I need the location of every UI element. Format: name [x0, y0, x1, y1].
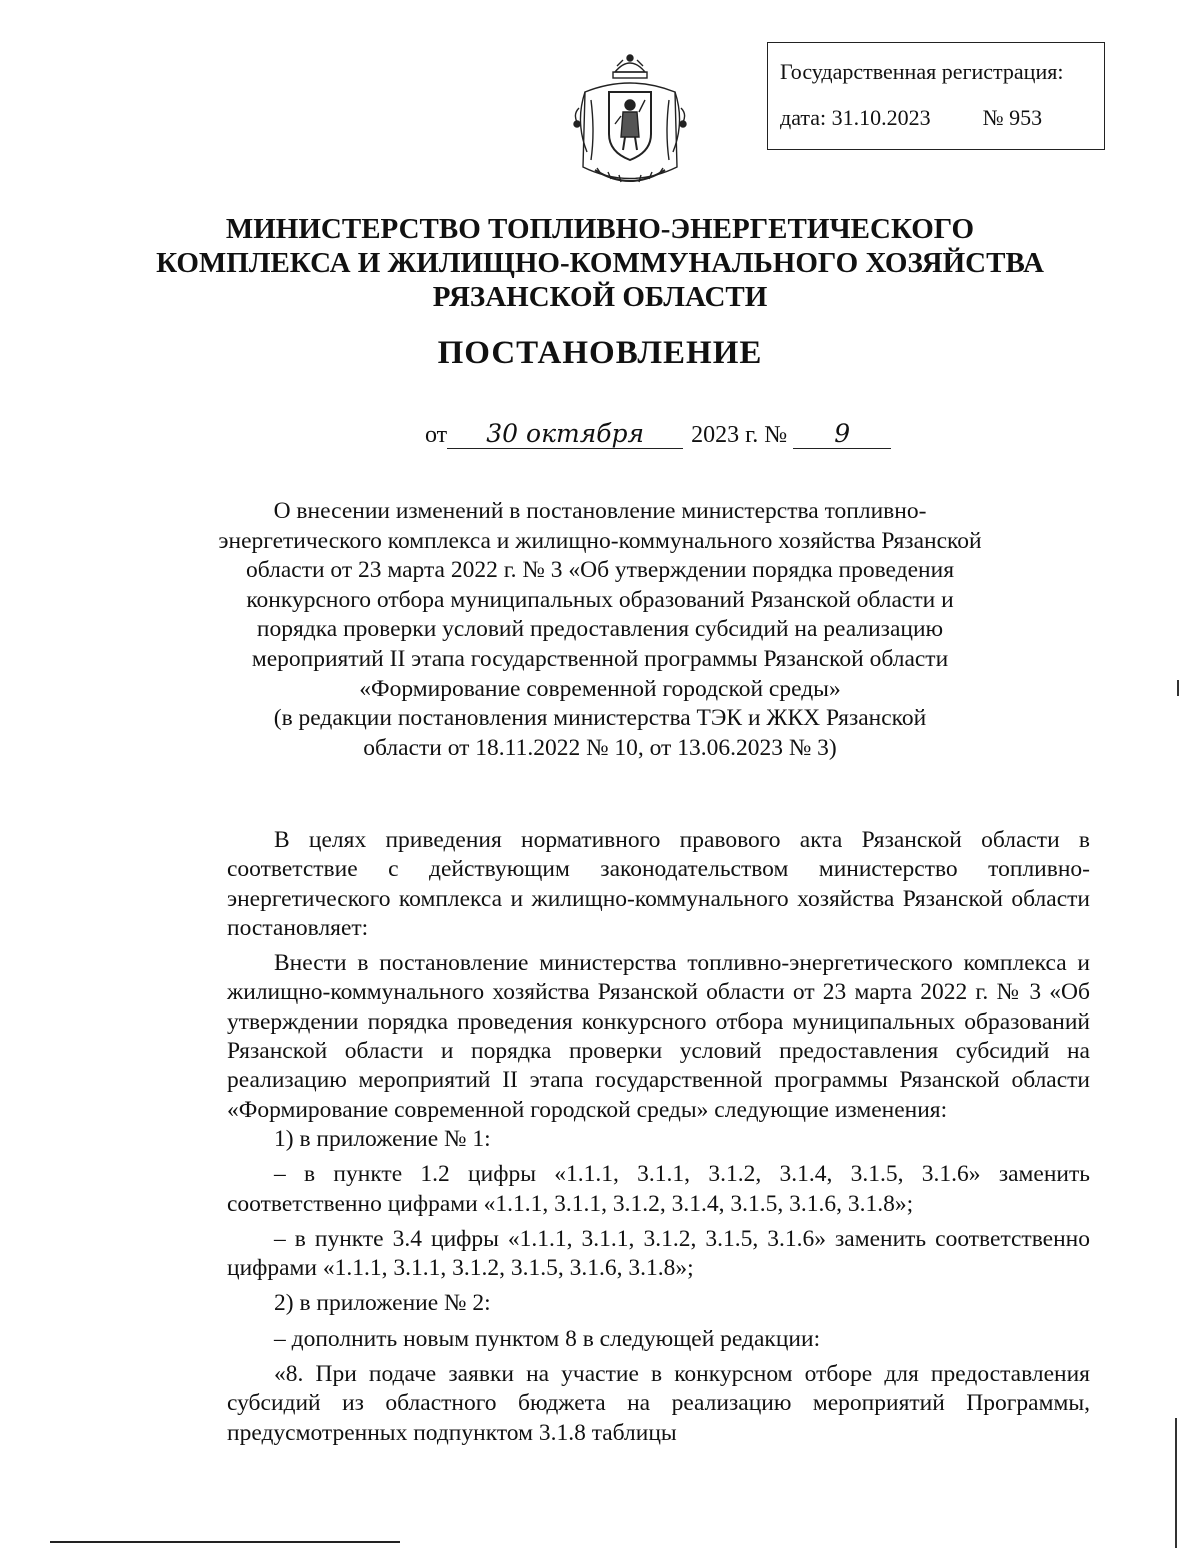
- registration-number: № 953: [982, 105, 1043, 130]
- document-type: ПОСТАНОВЛЕНИЕ: [437, 335, 763, 371]
- ryazan-coat-of-arms-icon: [565, 52, 695, 194]
- subject-line: (в редакции постановления министерства ТЭК и ЖКХ Рязанской: [273, 705, 927, 732]
- body-paragraph: «8. При подаче заявки на участие в конкурсном отборе для предоставления субсидий из областного бюджета на реализацию мероприятий Программы, предусмотренных подпунктом 3.1.8 таблицы: [227, 1361, 1090, 1446]
- registration-title: Государственная регистрация:: [780, 59, 1064, 84]
- body-paragraph: 2) в приложение № 2:: [274, 1290, 491, 1317]
- subject-line: энергетического комплекса и жилищно-коммунального хозяйства Рязанской: [218, 527, 982, 554]
- subject-line: О внесении изменений в постановление министерства топливно-: [273, 498, 927, 524]
- ministry-name: [100, 212, 1100, 314]
- handwritten-date: 30 октября: [447, 420, 683, 449]
- handwritten-number: 9: [793, 420, 891, 449]
- ministry-line: РЯЗАНСКОЙ ОБЛАСТИ: [432, 281, 768, 313]
- document-subject: [190, 497, 1010, 763]
- body-paragraph: 1) в приложение № 1:: [274, 1125, 491, 1152]
- ministry-line: КОМПЛЕКСА И ЖИЛИЩНО-КОММУНАЛЬНОГО ХОЗЯЙСТВА: [156, 247, 1044, 279]
- body-paragraph: – дополнить новым пунктом 8 в следующей редакции:: [274, 1325, 821, 1352]
- registration-details: [780, 105, 1104, 131]
- scan-artifact: [1175, 1418, 1177, 1548]
- subject-line: «Формирование современной городской среды»: [359, 675, 841, 702]
- body-paragraph: Внести в постановление министерства топливно-энергетического комплекса и жилищно-коммунального хозяйства Рязанской области от 23 марта 2022 г. № 3 «Об утверждении порядка проведения конкурсного отбора муниципальных образований Рязанской области и порядка проверки условий предоставления субсидий на реализацию мероприятий II этапа государственной программы Рязанской области «Формирование современной городской среды» следующие изменения:: [227, 950, 1090, 1123]
- registration-date: дата: 31.10.2023: [780, 105, 931, 130]
- body-paragraph: В целях приведения нормативного правового акта Рязанской области в соответствие с действующим законодательством министерство топливно-энергетического комплекса и жилищно-коммунального хозяйства Рязанской области постановляет:: [227, 827, 1090, 941]
- subject-line: области от 18.11.2022 № 10, от 13.06.2023 № 3): [363, 734, 837, 761]
- subject-line: области от 23 марта 2022 г. № 3 «Об утверждении порядка проведения: [245, 557, 955, 584]
- body-paragraph: – в пункте 3.4 цифры «1.1.1, 3.1.1, 3.1.2, 3.1.5, 3.1.6» заменить соответственно цифрами «1.1.1, 3.1.1, 3.1.2, 3.1.5, 3.1.6, 3.1.8»;: [227, 1225, 1090, 1282]
- scan-artifact: [1177, 680, 1179, 696]
- registration-stamp: [767, 42, 1105, 150]
- date-prefix: от: [425, 422, 448, 448]
- ministry-line: МИНИСТЕРСТВО ТОПЛИВНО-ЭНЕРГЕТИЧЕСКОГО: [225, 213, 975, 245]
- body-paragraph: – в пункте 1.2 цифры «1.1.1, 3.1.1, 3.1.2, 3.1.4, 3.1.5, 3.1.6» заменить соответственно цифрами «1.1.1, 3.1.1, 3.1.2, 3.1.4, 3.1.5, 3.1.6, 3.1.8»;: [227, 1161, 1090, 1217]
- document-date-line: [425, 420, 891, 449]
- subject-line: порядка проверки условий предоставления субсидий на реализацию: [256, 616, 944, 643]
- subject-line: мероприятий II этапа государственной программы Рязанской области: [251, 645, 949, 672]
- bottom-rule: [50, 1541, 400, 1543]
- document-body: [227, 826, 1090, 1448]
- date-year: 2023 г. №: [691, 422, 788, 448]
- subject-line: конкурсного отбора муниципальных образований Рязанской области и: [246, 586, 954, 613]
